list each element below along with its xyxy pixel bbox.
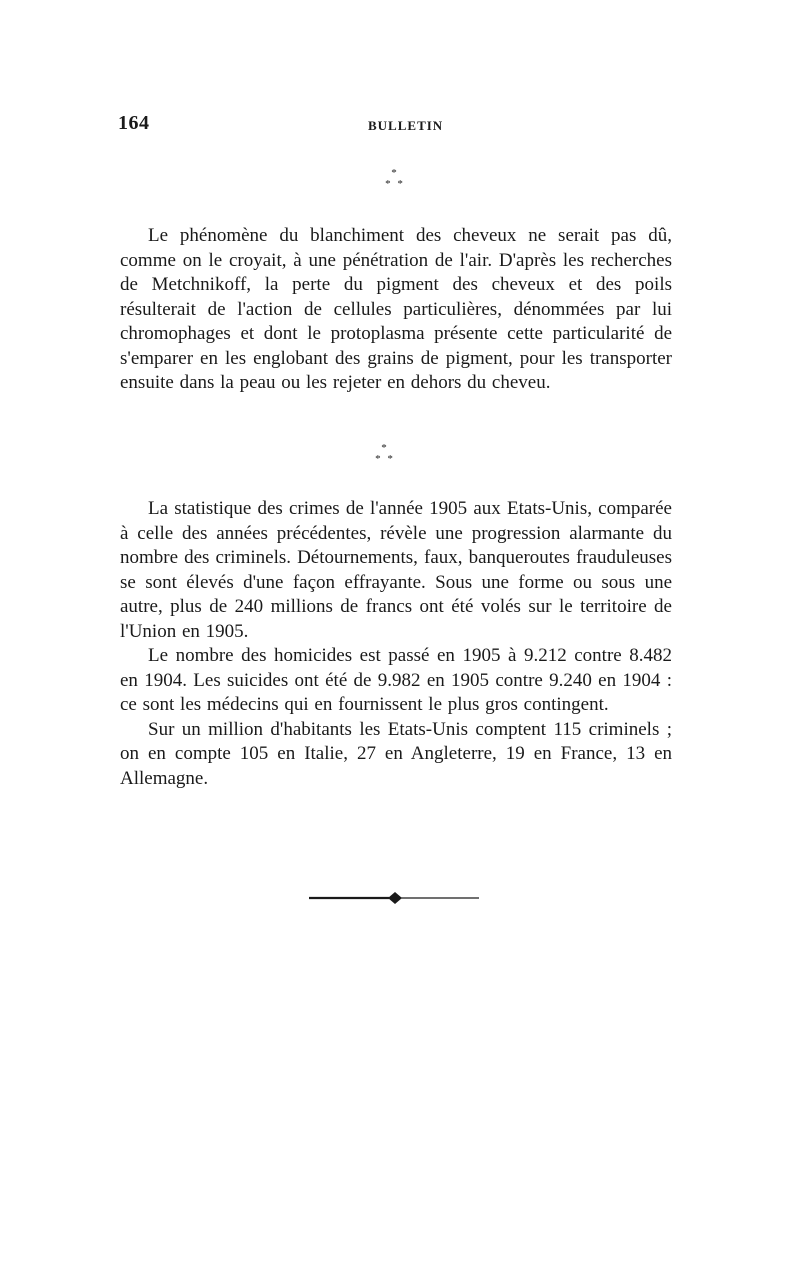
asterism-top: * [381, 442, 387, 454]
asterism-separator [379, 168, 409, 194]
paragraph: Le phénomène du blanchiment des cheveux ne serait pas dû, comme on le croyait, à une pénétration de l'air. D'après les recherches de Metchnikoff, la perte du pigment des cheveux et des poils résulterait de l'action de cellules particulières, dénommées par lui chromophages et dont le protoplasma présente cette particularité de s'emparer en les englobant des grains de pigment, pour les transporter ensuite dans la peau ou les rejeter en dehors du cheveu. [120, 225, 672, 393]
asterism-bottom: * * [375, 453, 393, 465]
paragraph: Sur un million d'habitants les Etats-Unis comptent 115 criminels ; on en compte 105 en Italie, 27 en Angleterre, 19 en France, 13 en Allemagne. [120, 718, 672, 789]
paragraph: La statistique des crimes de l'année 1905 aux Etats-Unis, comparée à celle des années précédentes, révèle une progression alarmante du nombre des criminels. Détournements, faux, banqueroutes frauduleuses se sont élevés d'une façon effrayante. Sous une forme ou sous une autre, plus de 240 millions de francs ont été volés sur le territoire de l'Union en 1905. [120, 498, 672, 642]
asterism-separator [369, 443, 399, 469]
paragraph: Le nombre des homicides est passé en 1905 à 9.212 contre 8.482 en 1904. Les suicides ont été de 9.982 en 1905 contre 9.240 en 1904 : ce sont les médecins qui en fournissent le plus gros contingent. [120, 645, 672, 715]
asterism-bottom: * * [385, 178, 403, 190]
asterism-top: * [391, 167, 397, 179]
article-crime-statistics [120, 497, 672, 791]
end-ornament [309, 888, 479, 908]
running-head: BULLETIN [368, 118, 444, 133]
article-metchnikoff [120, 224, 672, 396]
page-number: 164 [118, 112, 150, 134]
